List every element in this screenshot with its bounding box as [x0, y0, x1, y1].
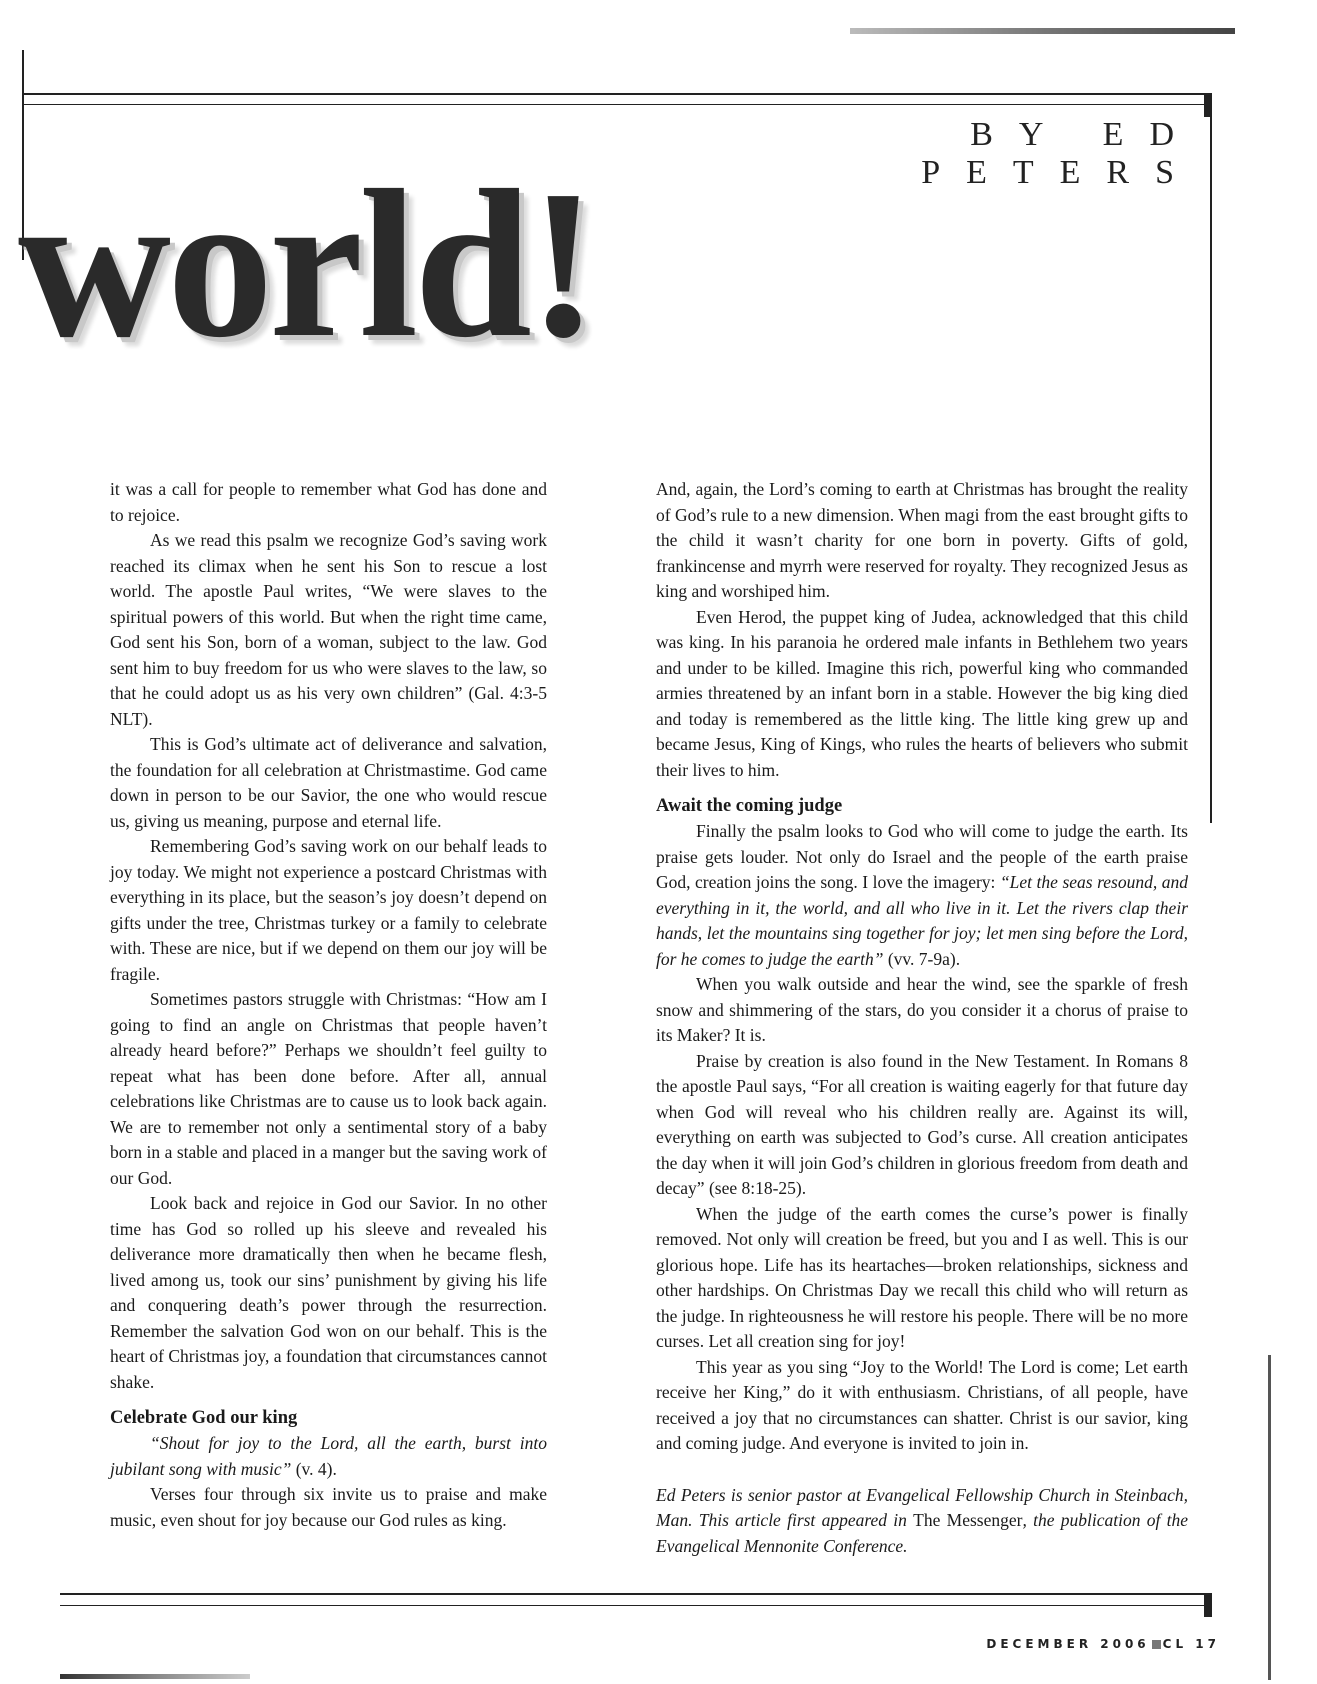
author-bio: [656, 1483, 1188, 1560]
page-footer: [920, 1637, 1220, 1651]
top-frame-rule-inner: [22, 104, 1212, 105]
byline: BY ED PETERS: [921, 116, 1200, 191]
quote-reference: (v. 4).: [291, 1458, 337, 1479]
right-column: [656, 477, 1188, 1559]
paragraph: Verses four through six invite us to praise and make music, even shout for joy because our God rules as king.: [110, 1484, 547, 1530]
paragraph: This is God’s ultimate act of deliverance and salvation, the foundation for all celebration at Christmastime. God came down in person to be our Savior, the one who would rescue us, giving us meaning, purpose and eternal life.: [110, 734, 547, 831]
paragraph: Remembering God’s saving work on our behalf leads to joy today. We might not experience a postcard Christmas with everything in its place, but the season’s joy doesn’t depend on gifts under the tree, Christmas turkey or a family to celebrate with. These are nice, but if we depend on them our joy will be fragile.: [110, 836, 547, 984]
separator-square: [1152, 1640, 1161, 1649]
paragraph: As we read this psalm we recognize God’s saving work reached its climax when he sent his Son to rescue a lost world. The apostle Paul writes, “We were slaves to the spiritual powers of this world. But when the right time came, God sent his Son, born of a woman, subject to the law. God sent him to buy freedom for us who were slaves to the law, so that he could adopt us as his very own children” (Gal. 4:3-5 NLT).: [110, 530, 547, 729]
paragraph: When you walk outside and hear the wind, see the sparkle of fresh snow and shimmering of the stars, do you consider it a chorus of praise to its Maker? It is.: [656, 974, 1188, 1045]
bottom-frame-rule: [60, 1593, 1212, 1595]
scripture-quote: [110, 1431, 547, 1482]
issue-date: DECEMBER 2006: [986, 1637, 1150, 1651]
section-heading: Celebrate God our king: [110, 1408, 298, 1428]
left-column: [110, 477, 547, 1533]
bio-text-end: , the publication of the Evangelical Mennonite Conference.: [656, 1510, 1188, 1556]
bottom-frame-corner: [1204, 1593, 1212, 1617]
top-frame-rule: [22, 93, 1212, 95]
paragraph: This year as you sing “Joy to the World! The Lord is come; Let earth receive her King,” do it with enthusiasm. Christians, of all people, have received a joy that no circumstances can shatter. Christ is our savior, king and coming judge. And everyone is invited to join in.: [656, 1356, 1188, 1453]
quote-reference: (vv. 7-9a).: [883, 948, 961, 969]
publication-name: The Messenger: [913, 1510, 1023, 1530]
bio-text: Ed Peters is senior pastor at Evangelical Fellowship Church in Steinbach, Man. This article first appeared in: [656, 1484, 1188, 1530]
paragraph: Sometimes pastors struggle with Christmas: “How am I going to find an angle on Christmas that people haven’t already heard before?” Perhaps we shouldn’t feel guilty to repeat what has been done before. After all, annual celebrations like Christmas are to cause us to look back again. We are to remember not only a sentimental story of a baby born in a stable and placed in a manger but the saving work of our God.: [110, 989, 547, 1188]
paragraph: Praise by creation is also found in the New Testament. In Romans 8 the apostle Paul says, “For all creation is waiting eagerly for that future day when God will reveal who his children really are. Against its will, everything on earth was subjected to God’s curse. All creation anticipates the day when it will join God’s children in glorious freedom from death and decay” (see 8:18-25).: [656, 1050, 1188, 1198]
section-heading: Await the coming judge: [656, 796, 843, 816]
bottom-left-rule: [60, 1674, 250, 1679]
bottom-frame-rule-inner: [60, 1605, 1212, 1606]
paragraph: [656, 819, 1188, 972]
quote-text: “Shout for joy to the Lord, all the earth, burst into jubilant song with music”: [110, 1433, 547, 1479]
paragraph-text: Finally the psalm looks to God who will come to judge the earth. Its praise gets louder. Not only do Israel and the people of the earth praise God, creation joins the song. I love the imagery:: [656, 821, 1188, 892]
paragraph: Look back and rejoice in God our Savior. In no other time has God so rolled up his sleeve and revealed his deliverance more dramatically then when he became flesh, lived among us, took our sins’ punishment by giving his life and conquering death’s power through the resurrection. Remember the salvation God won on our behalf. This is the heart of Christmas joy, a foundation that circumstances cannot shake.: [110, 1193, 547, 1392]
paragraph: And, again, the Lord’s coming to earth at Christmas has brought the reality of God’s rule to a new dimension. When magi from the east brought gifts to the child it wasn’t charity for one born in poverty. Gifts of gold, frankincense and myrrh were reserved for royalty. They recognized Jesus as king and worshiped him.: [656, 479, 1188, 601]
paragraph: it was a call for people to remember what God has done and to rejoice.: [110, 479, 547, 525]
quote-text: “Let the seas resound, and everything in it, the world, and all who live in it. Let the rivers clap their hands, let the mountains sing together for joy; let men sing before the Lord, for he comes to judge the earth”: [656, 872, 1188, 969]
right-edge-mark: [1268, 1355, 1271, 1680]
paragraph: When the judge of the earth comes the curse’s power is finally removed. Not only will creation be freed, but you and I as well. This is our glorious hope. Life has its heartaches—broken relationships, sickness and other hardships. On Christmas Day we recall this child who will return as the judge. In righteousness he will restore his people. There will be no more curses. Let all creation sing for joy!: [656, 1203, 1188, 1351]
page-number: CL 17: [1162, 1637, 1220, 1651]
headline: world!: [18, 146, 595, 381]
paragraph: Even Herod, the puppet king of Judea, acknowledged that this child was king. In his paranoia he ordered male infants in Bethlehem two years and under to be killed. Imagine this rich, powerful king who commanded armies threatened by an infant born in a stable. However the big king died and today is remembered as the little king. The little king grew up and became Jesus, King of Kings, who rules the hearts of believers who submit their lives to him.: [656, 606, 1188, 780]
right-frame-line: [1210, 93, 1212, 823]
top-right-rule: [850, 28, 1235, 34]
